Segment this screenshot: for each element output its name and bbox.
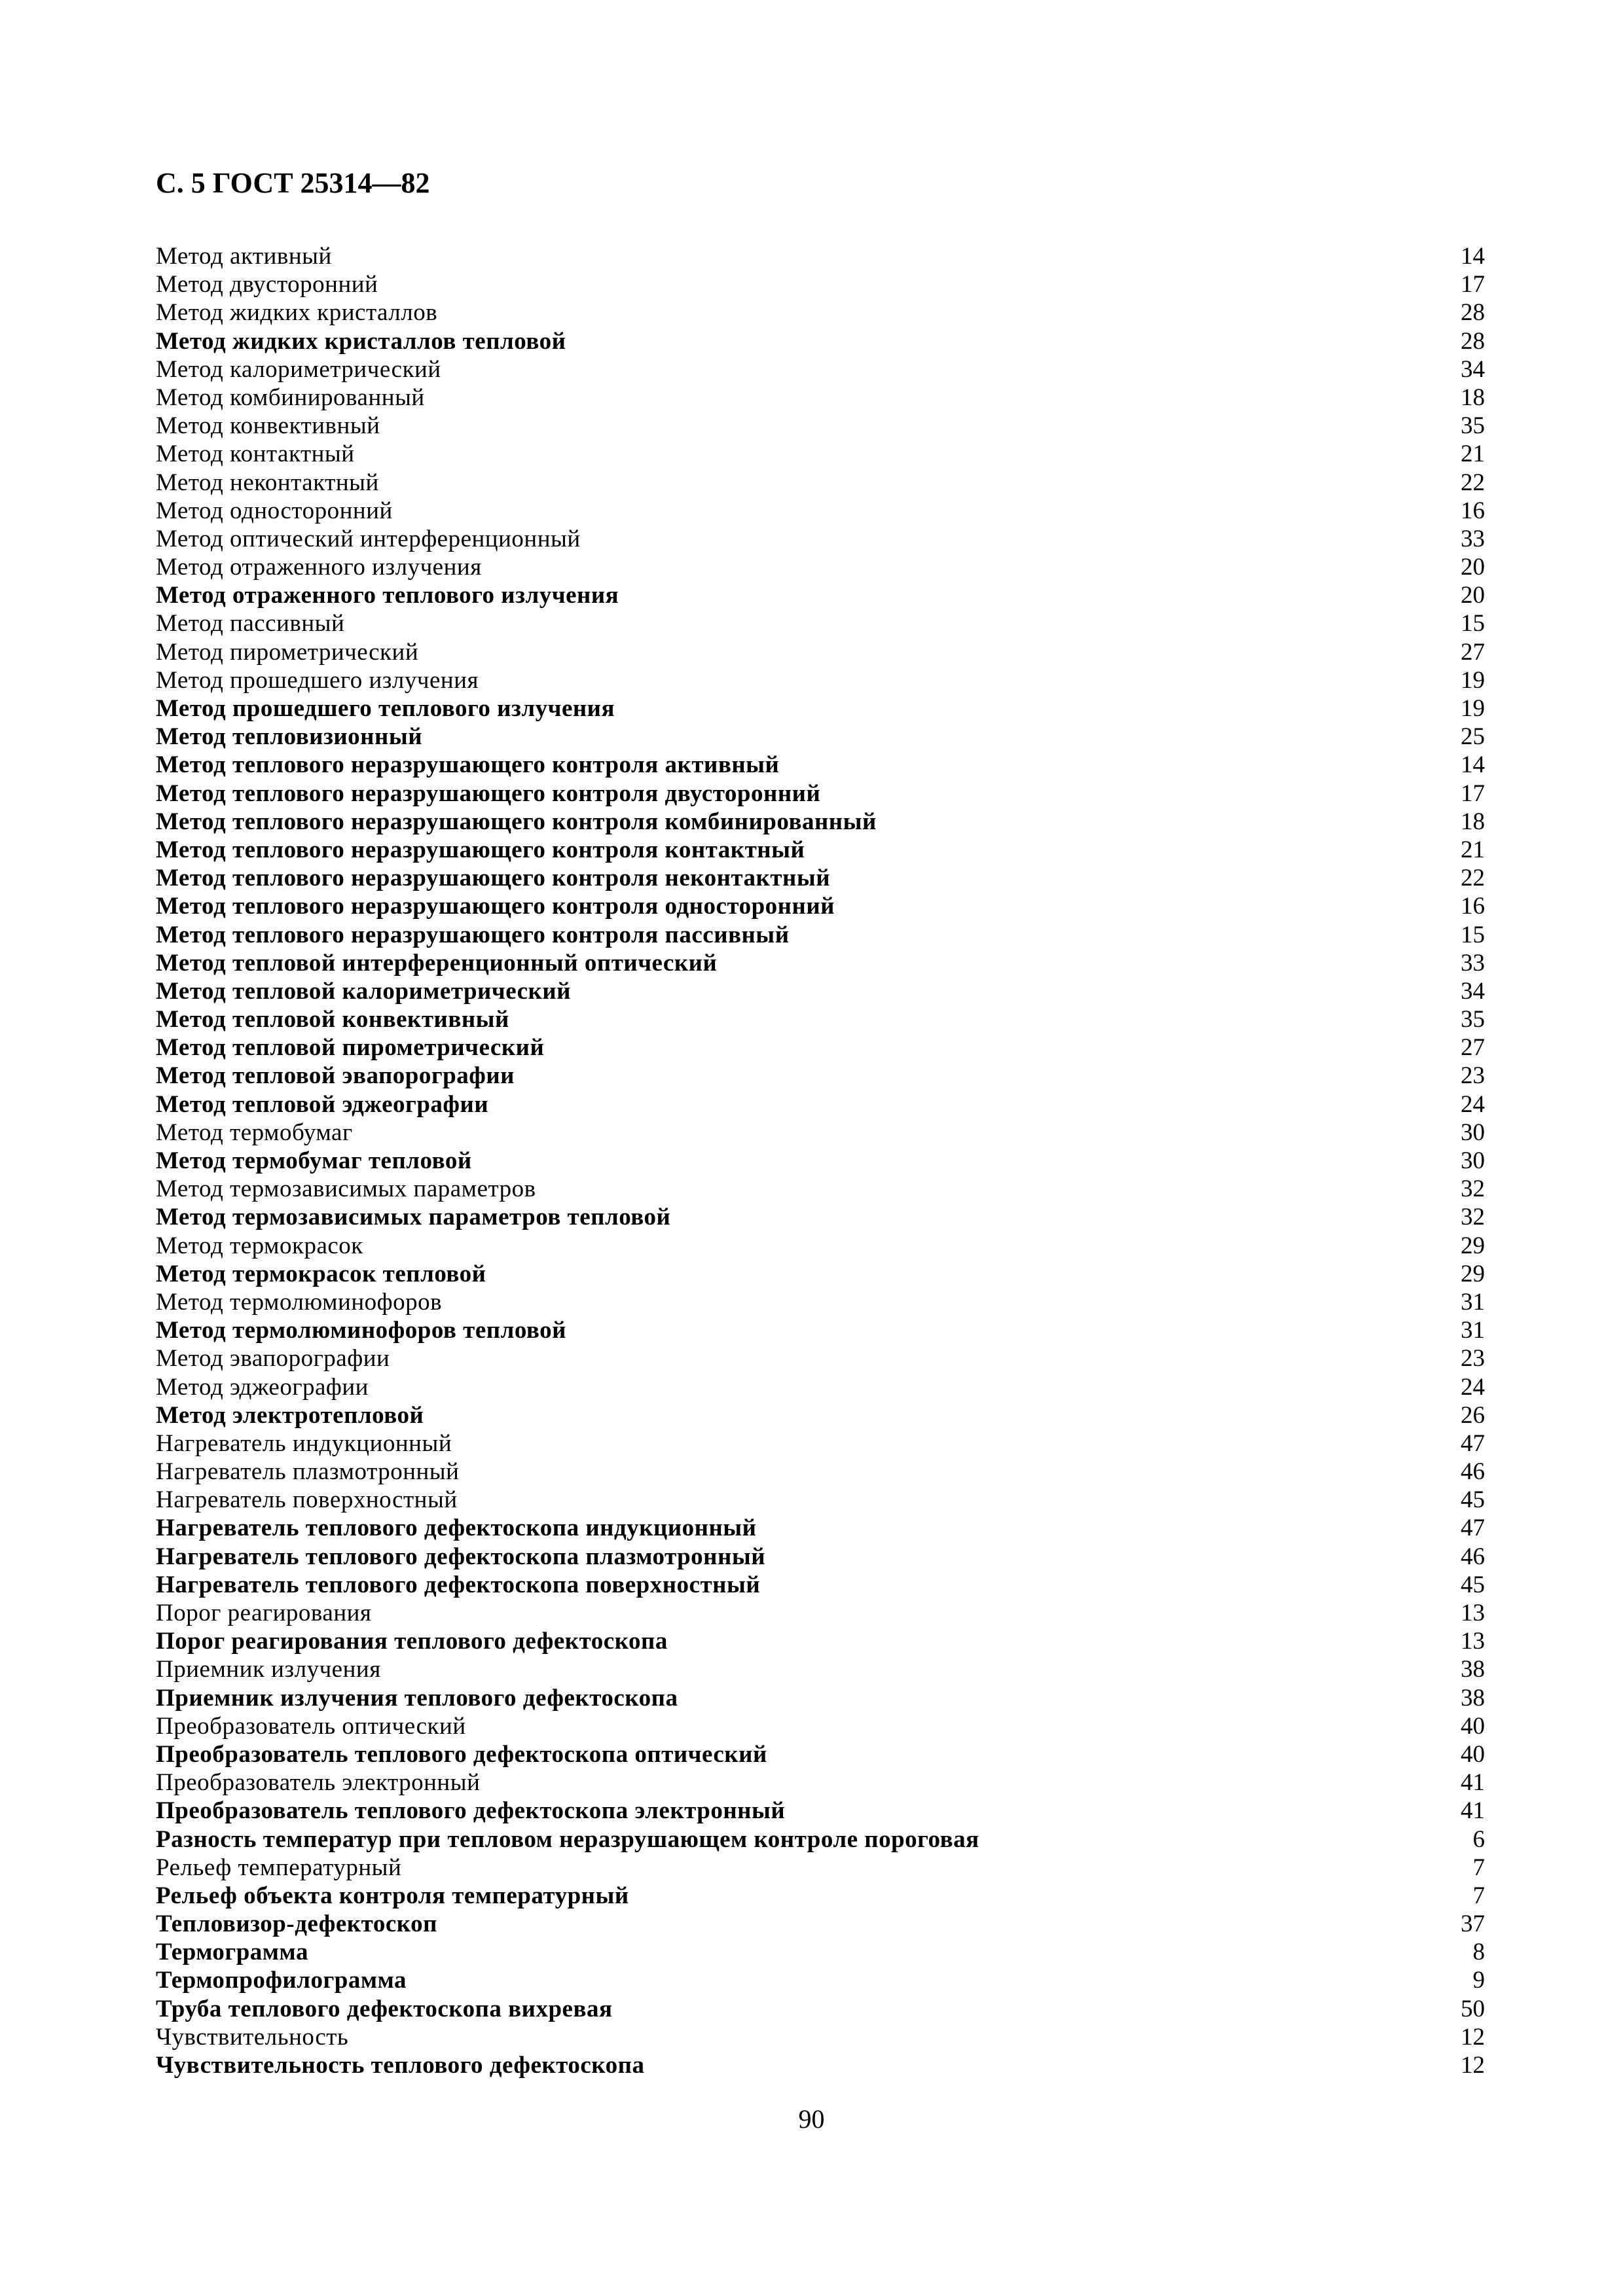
index-page-ref: 16: [1461, 893, 1485, 920]
index-entry: [156, 1684, 1485, 1712]
index-page-ref: 6: [1472, 1825, 1485, 1853]
index-page-ref: 34: [1461, 355, 1485, 383]
index-page-ref: 21: [1461, 836, 1485, 863]
index-term: Метод прошедшего теплового излучения: [156, 695, 615, 722]
index-page-ref: 13: [1461, 1600, 1485, 1626]
index-entry: [156, 1910, 1485, 1938]
index-term: Чувствительность теплового дефектоскопа: [156, 2052, 645, 2079]
index-entry: [156, 1260, 1485, 1288]
index-entry: [156, 1599, 1485, 1627]
index-term: Порог реагирования: [156, 1600, 372, 1626]
index-term: Метод тепловой интерференционный оптический: [156, 949, 718, 977]
index-entry: [156, 1062, 1485, 1090]
index-term: Нагреватель поверхностный: [156, 1486, 458, 1514]
index-term: Метод прошедшего излучения: [156, 666, 479, 694]
index-entry: [156, 609, 1485, 637]
index-term: Метод двусторонний: [156, 271, 378, 298]
subject-index-list: [156, 242, 1485, 2079]
index-term: Метод оптический интерференционный: [156, 525, 581, 552]
index-entry: [156, 1401, 1485, 1429]
index-entry: [156, 1740, 1485, 1768]
index-page-ref: 40: [1461, 1712, 1485, 1740]
index-term: Метод отраженного излучения: [156, 554, 482, 581]
index-entry: [156, 1344, 1485, 1372]
index-term: Чувствительность: [156, 2023, 349, 2051]
index-term: Метод калориметрический: [156, 355, 441, 383]
index-entry: [156, 1882, 1485, 1910]
index-page-ref: 24: [1461, 1373, 1485, 1401]
index-page-ref: 8: [1472, 1939, 1485, 1966]
index-term: Метод односторонний: [156, 497, 393, 524]
index-page-ref: 33: [1461, 525, 1485, 552]
index-term: Рельеф температурный: [156, 1854, 402, 1881]
index-entry: [156, 836, 1485, 864]
index-entry: [156, 1373, 1485, 1401]
index-entry: [156, 864, 1485, 892]
index-term: Рельеф объекта контроля температурный: [156, 1882, 629, 1909]
index-page-ref: 14: [1461, 751, 1485, 779]
index-page-ref: 23: [1461, 1062, 1485, 1090]
index-entry: [156, 1486, 1485, 1514]
index-page-ref: 27: [1461, 1034, 1485, 1062]
index-term: Тепловизор-дефектоскоп: [156, 1910, 437, 1938]
index-entry: [156, 1175, 1485, 1203]
index-term: Нагреватель теплового дефектоскопа плазмотронный: [156, 1543, 766, 1570]
index-entry: [156, 1005, 1485, 1033]
index-term: Метод комбинированный: [156, 384, 425, 411]
index-term: Метод тепловой эджеографии: [156, 1090, 489, 1118]
index-term: Метод конвективный: [156, 412, 380, 440]
index-term: Метод термокрасок тепловой: [156, 1260, 486, 1287]
index-term: Метод тепловой калориметрический: [156, 977, 571, 1005]
index-page-ref: 31: [1461, 1288, 1485, 1316]
index-entry: [156, 780, 1485, 808]
index-term: Метод теплового неразрушающего контроля двусторонний: [156, 780, 821, 807]
index-term: Преобразователь электронный: [156, 1769, 481, 1797]
index-entry: [156, 1995, 1485, 2023]
index-entry: [156, 1655, 1485, 1683]
index-page-ref: 35: [1461, 1006, 1485, 1033]
index-term: Метод термобумаг тепловой: [156, 1147, 472, 1174]
index-entry: [156, 2051, 1485, 2079]
index-term: Метод теплового неразрушающего контроля односторонний: [156, 893, 835, 920]
index-term: Термограмма: [156, 1939, 308, 1966]
index-entry: [156, 1316, 1485, 1344]
index-term: Метод электротепловой: [156, 1401, 424, 1429]
index-page-ref: 46: [1461, 1543, 1485, 1570]
index-page-ref: 7: [1472, 1854, 1485, 1881]
index-term: Метод теплового неразрушающего контроля контактный: [156, 836, 805, 863]
index-page-ref: 41: [1461, 1797, 1485, 1825]
index-entry: [156, 1147, 1485, 1175]
index-term: Метод тепловой пирометрический: [156, 1034, 545, 1062]
index-term: Преобразователь теплового дефектоскопа электронный: [156, 1797, 786, 1825]
index-page-ref: 18: [1461, 384, 1485, 411]
index-page-ref: 27: [1461, 638, 1485, 666]
index-term: Метод эвапорографии: [156, 1345, 390, 1372]
index-page-ref: 35: [1461, 412, 1485, 440]
index-entry: [156, 751, 1485, 779]
index-page-ref: 26: [1461, 1401, 1485, 1429]
index-entry: [156, 1288, 1485, 1316]
index-page-ref: 33: [1461, 949, 1485, 977]
index-page-ref: 30: [1461, 1147, 1485, 1174]
index-page-ref: 21: [1461, 440, 1485, 468]
index-page-ref: 38: [1461, 1684, 1485, 1712]
index-entry: [156, 808, 1485, 836]
index-page-ref: 14: [1461, 243, 1485, 270]
index-entry: [156, 1232, 1485, 1260]
index-entry: [156, 327, 1485, 355]
index-page-ref: 12: [1461, 2052, 1485, 2079]
index-page-ref: 30: [1461, 1119, 1485, 1146]
index-entry: [156, 497, 1485, 525]
index-entry: [156, 1429, 1485, 1458]
index-page-ref: 9: [1472, 1967, 1485, 1994]
index-entry: [156, 1854, 1485, 1882]
index-entry: [156, 694, 1485, 723]
index-entry: [156, 242, 1485, 270]
index-entry: [156, 921, 1485, 949]
index-page-ref: 15: [1461, 921, 1485, 948]
index-entry: [156, 581, 1485, 609]
index-entry: [156, 1627, 1485, 1655]
index-entry: [156, 1514, 1485, 1542]
index-term: Труба теплового дефектоскопа вихревая: [156, 1995, 613, 2022]
index-page-ref: 29: [1461, 1232, 1485, 1259]
index-page-ref: 47: [1461, 1515, 1485, 1542]
index-term: Порог реагирования теплового дефектоскопа: [156, 1628, 668, 1655]
index-page-ref: 20: [1461, 554, 1485, 581]
index-page-ref: 28: [1461, 299, 1485, 327]
index-page-ref: 20: [1461, 582, 1485, 609]
index-term: Метод неконтактный: [156, 469, 379, 496]
index-page-ref: 28: [1461, 327, 1485, 355]
index-term: Метод пирометрический: [156, 638, 419, 666]
index-term: Преобразователь оптический: [156, 1712, 466, 1740]
index-term: Нагреватель теплового дефектоскопа индукционный: [156, 1515, 757, 1542]
index-page-ref: 46: [1461, 1458, 1485, 1486]
index-term: Метод термолюминофоров: [156, 1288, 443, 1316]
index-entry: [156, 1768, 1485, 1797]
index-term: Приемник излучения теплового дефектоскопа: [156, 1684, 678, 1712]
index-entry: [156, 1966, 1485, 1994]
index-term: Термопрофилограмма: [156, 1967, 407, 1994]
index-entry: [156, 1825, 1485, 1854]
index-entry: [156, 553, 1485, 581]
index-page-ref: 47: [1461, 1429, 1485, 1457]
index-entry: [156, 525, 1485, 553]
index-page-ref: 38: [1461, 1656, 1485, 1683]
index-entry: [156, 638, 1485, 666]
index-term: Метод контактный: [156, 440, 355, 468]
index-term: Метод тепловой эвапорографии: [156, 1062, 515, 1090]
index-page-ref: 37: [1461, 1910, 1485, 1938]
index-entry: [156, 1203, 1485, 1231]
index-entry: [156, 977, 1485, 1005]
index-entry: [156, 1033, 1485, 1062]
index-term: Нагреватель плазмотронный: [156, 1458, 460, 1486]
index-entry: [156, 666, 1485, 694]
index-term: Метод эджеографии: [156, 1373, 369, 1401]
index-term: Метод теплового неразрушающего контроля пассивный: [156, 921, 790, 948]
index-entry: [156, 1797, 1485, 1825]
index-term: Метод активный: [156, 243, 332, 270]
index-term: Приемник излучения: [156, 1656, 381, 1683]
index-page-ref: 40: [1461, 1740, 1485, 1768]
index-page-ref: 13: [1461, 1628, 1485, 1655]
index-page-ref: 29: [1461, 1260, 1485, 1287]
index-page-ref: 17: [1461, 271, 1485, 298]
index-page-ref: 16: [1461, 497, 1485, 524]
index-entry: [156, 384, 1485, 412]
index-term: Метод теплового неразрушающего контроля комбинированный: [156, 808, 877, 835]
index-entry: [156, 440, 1485, 468]
index-page-ref: 15: [1461, 610, 1485, 637]
index-entry: [156, 270, 1485, 298]
index-page-ref: 41: [1461, 1769, 1485, 1797]
index-entry: [156, 1119, 1485, 1147]
index-page-ref: 45: [1461, 1571, 1485, 1598]
index-page-ref: 22: [1461, 865, 1485, 892]
index-entry: [156, 469, 1485, 497]
index-term: Метод тепловой конвективный: [156, 1006, 509, 1033]
index-page-ref: 31: [1461, 1317, 1485, 1344]
index-page-ref: 34: [1461, 977, 1485, 1005]
index-entry: [156, 1571, 1485, 1599]
index-page-ref: 23: [1461, 1345, 1485, 1372]
index-page-ref: 7: [1472, 1882, 1485, 1909]
index-page-ref: 19: [1461, 666, 1485, 694]
index-page-ref: 19: [1461, 695, 1485, 722]
index-term: Метод тепловизионный: [156, 723, 423, 751]
index-term: Метод теплового неразрушающего контроля активный: [156, 751, 780, 779]
index-page-ref: 24: [1461, 1090, 1485, 1118]
index-entry: [156, 298, 1485, 327]
index-entry: [156, 723, 1485, 751]
index-entry: [156, 1458, 1485, 1486]
index-entry: [156, 1712, 1485, 1740]
index-page-ref: 18: [1461, 808, 1485, 835]
index-entry: [156, 1543, 1485, 1571]
index-term: Метод термозависимых параметров тепловой: [156, 1204, 671, 1231]
index-entry: [156, 2023, 1485, 2051]
index-term: Метод термолюминофоров тепловой: [156, 1317, 566, 1344]
index-page-ref: 50: [1461, 1995, 1485, 2022]
index-entry: [156, 949, 1485, 977]
index-term: Метод жидких кристаллов тепловой: [156, 327, 566, 355]
index-term: Преобразователь теплового дефектоскопа оптический: [156, 1740, 767, 1768]
index-term: Метод термозависимых параметров: [156, 1175, 536, 1203]
index-page-ref: 22: [1461, 469, 1485, 496]
index-page-ref: 32: [1461, 1175, 1485, 1203]
index-entry: [156, 1090, 1485, 1119]
index-entry: [156, 1938, 1485, 1966]
index-term: Метод теплового неразрушающего контроля неконтактный: [156, 865, 831, 892]
index-page-ref: 45: [1461, 1486, 1485, 1514]
index-term: Метод пассивный: [156, 610, 345, 637]
index-term: Разность температур при тепловом неразрушающем контроле пороговая: [156, 1825, 979, 1853]
index-term: Метод отраженного теплового излучения: [156, 582, 619, 609]
index-page-ref: 17: [1461, 780, 1485, 807]
index-entry: [156, 412, 1485, 440]
index-term: Нагреватель теплового дефектоскопа поверхностный: [156, 1571, 761, 1598]
index-entry: [156, 355, 1485, 384]
index-term: Метод жидких кристаллов: [156, 299, 438, 327]
index-page-ref: 12: [1461, 2023, 1485, 2051]
page-header: С. 5 ГОСТ 25314—82: [156, 167, 430, 199]
index-entry: [156, 892, 1485, 920]
index-term: Нагреватель индукционный: [156, 1429, 452, 1457]
index-term: Метод термобумаг: [156, 1119, 353, 1146]
index-page-ref: 32: [1461, 1204, 1485, 1231]
index-term: Метод термокрасок: [156, 1232, 363, 1259]
index-page-ref: 25: [1461, 723, 1485, 751]
page-number: 90: [798, 2104, 825, 2134]
